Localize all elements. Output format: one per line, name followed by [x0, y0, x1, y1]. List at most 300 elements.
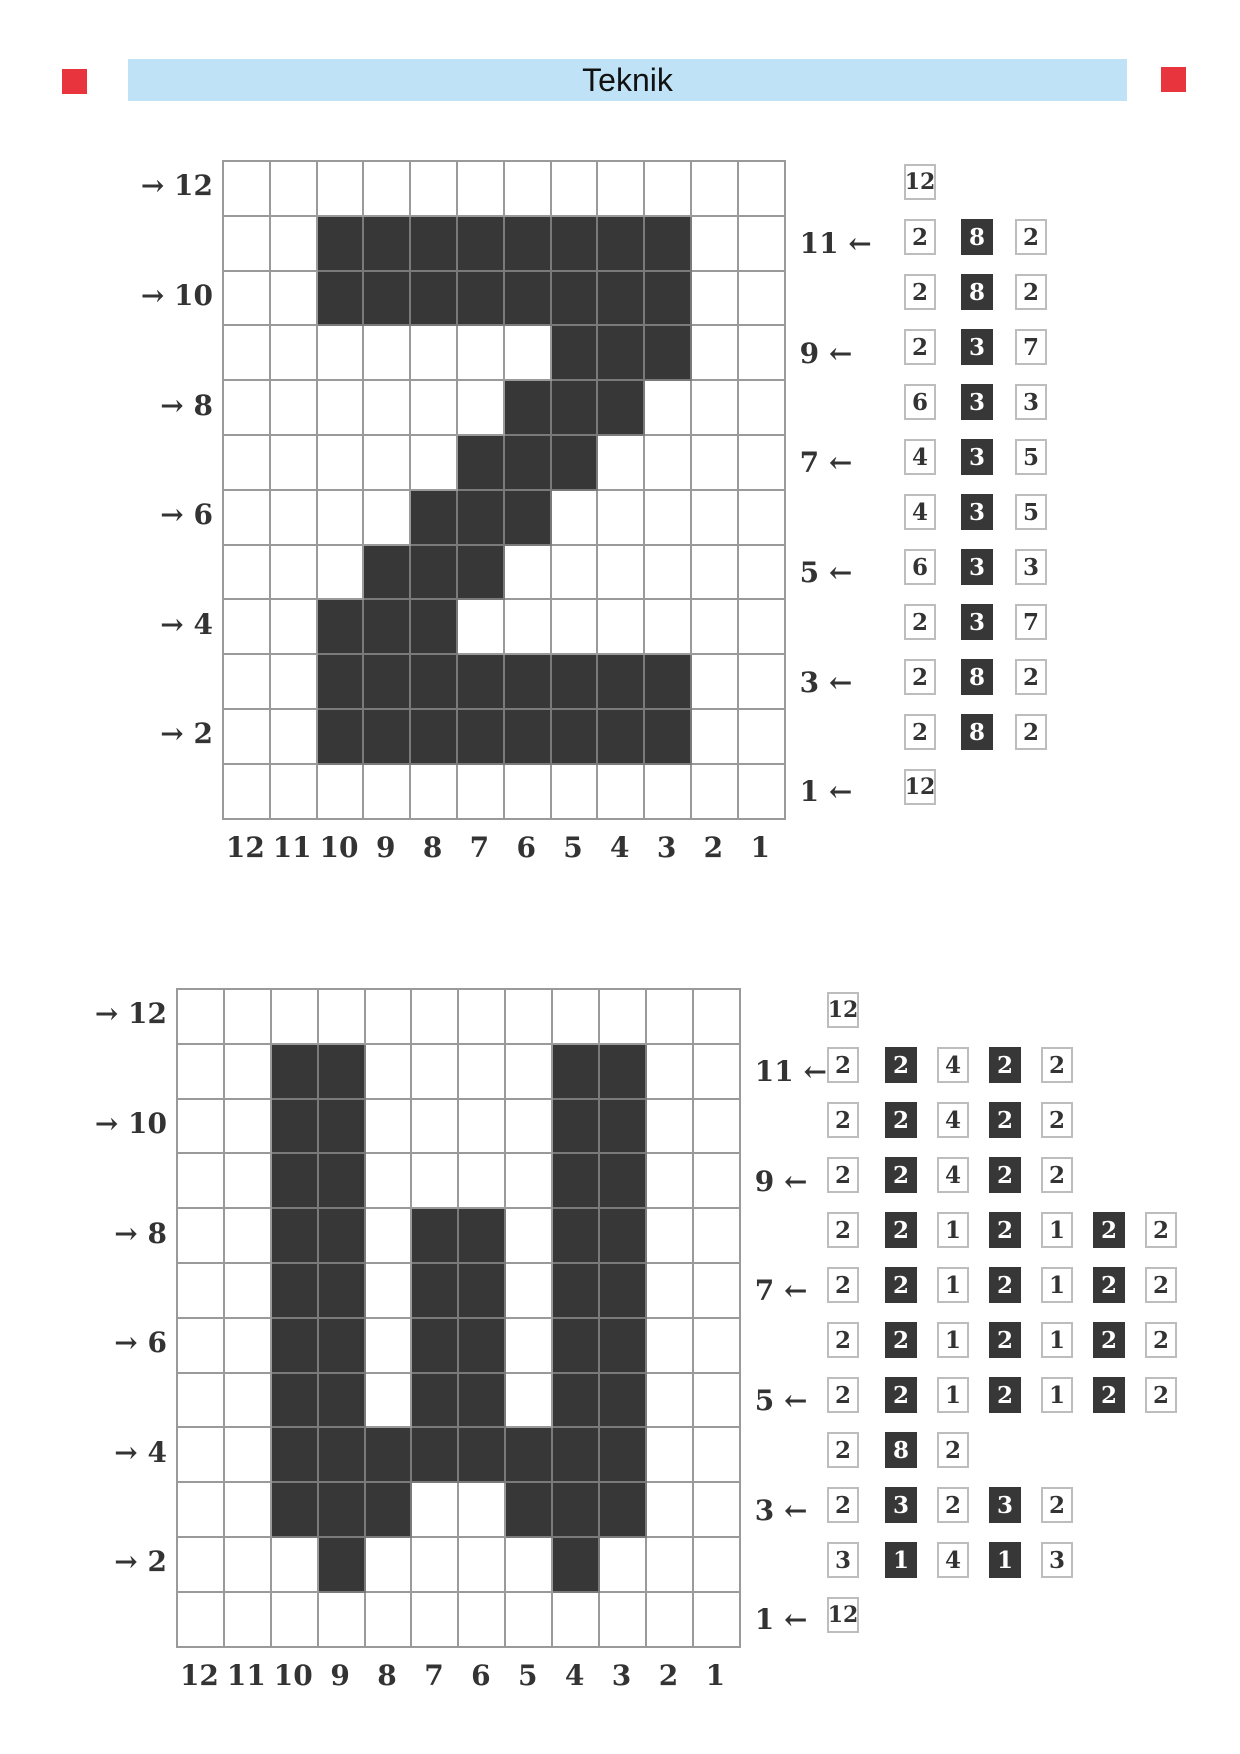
- filled-cell: [505, 491, 552, 546]
- empty-cell: [506, 990, 553, 1045]
- count-box-dark: 2: [1093, 1212, 1125, 1248]
- empty-cell: [694, 1538, 741, 1593]
- count-box-dark: 8: [961, 659, 993, 695]
- empty-cell: [366, 1100, 413, 1155]
- filled-cell: [645, 326, 692, 381]
- count-box-light: 12: [904, 769, 936, 805]
- empty-cell: [225, 1374, 272, 1429]
- empty-cell: [645, 546, 692, 601]
- empty-cell: [224, 491, 271, 546]
- filled-cell: [600, 1045, 647, 1100]
- filled-cell: [598, 655, 645, 710]
- filled-cell: [458, 436, 505, 491]
- empty-cell: [224, 326, 271, 381]
- filled-cell: [411, 272, 458, 327]
- empty-cell: [600, 1538, 647, 1593]
- empty-cell: [412, 1593, 459, 1648]
- empty-cell: [692, 326, 739, 381]
- empty-cell: [319, 990, 366, 1045]
- count-box-light: 1: [937, 1212, 969, 1248]
- empty-cell: [458, 162, 505, 217]
- empty-cell: [505, 326, 552, 381]
- column-label: 7: [424, 1658, 444, 1692]
- empty-cell: [692, 217, 739, 272]
- empty-cell: [271, 436, 318, 491]
- filled-cell: [412, 1428, 459, 1483]
- empty-cell: [178, 1264, 225, 1319]
- empty-cell: [225, 1319, 272, 1374]
- empty-cell: [412, 990, 459, 1045]
- empty-cell: [225, 1100, 272, 1155]
- count-box-dark: 3: [961, 329, 993, 365]
- empty-cell: [506, 1319, 553, 1374]
- count-box-dark: 2: [989, 1102, 1021, 1138]
- empty-cell: [458, 381, 505, 436]
- empty-cell: [694, 1154, 741, 1209]
- filled-cell: [645, 272, 692, 327]
- count-box-light: 2: [827, 1047, 859, 1083]
- empty-cell: [318, 381, 365, 436]
- empty-cell: [552, 162, 599, 217]
- filled-cell: [458, 655, 505, 710]
- filled-cell: [319, 1264, 366, 1319]
- empty-cell: [364, 162, 411, 217]
- empty-cell: [318, 162, 365, 217]
- red-square-left: [62, 69, 87, 94]
- empty-cell: [364, 381, 411, 436]
- empty-cell: [739, 162, 786, 217]
- empty-cell: [225, 1483, 272, 1538]
- count-box-light: 4: [937, 1157, 969, 1193]
- empty-cell: [271, 381, 318, 436]
- count-box-light: 1: [937, 1322, 969, 1358]
- filled-cell: [553, 1483, 600, 1538]
- empty-cell: [272, 1538, 319, 1593]
- empty-cell: [647, 1154, 694, 1209]
- filled-cell: [272, 1154, 319, 1209]
- filled-cell: [600, 1100, 647, 1155]
- row-label-left: → 6: [114, 1326, 167, 1360]
- count-box-dark: 2: [1093, 1322, 1125, 1358]
- count-box-dark: 8: [885, 1432, 917, 1468]
- column-label: 6: [471, 1658, 491, 1692]
- row-label-right: 11 ←: [799, 227, 872, 261]
- empty-cell: [694, 1483, 741, 1538]
- empty-cell: [694, 1209, 741, 1264]
- empty-cell: [647, 1045, 694, 1100]
- column-label: 10: [319, 830, 359, 864]
- empty-cell: [692, 655, 739, 710]
- filled-cell: [600, 1483, 647, 1538]
- empty-cell: [598, 765, 645, 820]
- empty-cell: [645, 381, 692, 436]
- count-box-light: 2: [827, 1267, 859, 1303]
- empty-cell: [553, 990, 600, 1045]
- filled-cell: [505, 710, 552, 765]
- empty-cell: [645, 436, 692, 491]
- filled-cell: [458, 710, 505, 765]
- filled-cell: [505, 217, 552, 272]
- column-label: 6: [516, 830, 536, 864]
- empty-cell: [178, 1154, 225, 1209]
- filled-cell: [598, 381, 645, 436]
- filled-cell: [319, 1483, 366, 1538]
- empty-cell: [318, 491, 365, 546]
- filled-cell: [553, 1209, 600, 1264]
- empty-cell: [739, 217, 786, 272]
- empty-cell: [694, 1264, 741, 1319]
- empty-cell: [364, 436, 411, 491]
- filled-cell: [459, 1428, 506, 1483]
- page-title: Teknik: [128, 59, 1127, 101]
- empty-cell: [694, 1045, 741, 1100]
- empty-cell: [739, 710, 786, 765]
- empty-cell: [271, 217, 318, 272]
- row-label-left: → 12: [94, 997, 167, 1031]
- empty-cell: [412, 1154, 459, 1209]
- empty-cell: [366, 1593, 413, 1648]
- empty-cell: [459, 1538, 506, 1593]
- empty-cell: [739, 655, 786, 710]
- filled-cell: [411, 217, 458, 272]
- row-label-left: → 4: [114, 1435, 167, 1469]
- empty-cell: [692, 436, 739, 491]
- filled-cell: [505, 381, 552, 436]
- count-box-light: 3: [1015, 384, 1047, 420]
- filled-cell: [272, 1319, 319, 1374]
- count-box-light: 2: [904, 604, 936, 640]
- filled-cell: [272, 1264, 319, 1319]
- empty-cell: [506, 1374, 553, 1429]
- empty-cell: [271, 546, 318, 601]
- filled-cell: [553, 1538, 600, 1593]
- filled-cell: [506, 1483, 553, 1538]
- column-label: 1: [705, 1658, 726, 1692]
- empty-cell: [178, 1483, 225, 1538]
- count-box-dark: 1: [885, 1542, 917, 1578]
- empty-cell: [506, 1538, 553, 1593]
- empty-cell: [692, 546, 739, 601]
- count-box-light: 2: [827, 1212, 859, 1248]
- count-box-light: 2: [1015, 659, 1047, 695]
- empty-cell: [459, 1154, 506, 1209]
- count-box-dark: 3: [885, 1487, 917, 1523]
- empty-cell: [225, 1154, 272, 1209]
- filled-cell: [553, 1374, 600, 1429]
- filled-cell: [552, 381, 599, 436]
- empty-cell: [366, 1045, 413, 1100]
- empty-cell: [412, 1483, 459, 1538]
- empty-cell: [271, 765, 318, 820]
- count-box-light: 1: [937, 1267, 969, 1303]
- count-box-light: 2: [1015, 714, 1047, 750]
- count-box-dark: 2: [989, 1322, 1021, 1358]
- row-label-left: → 4: [160, 607, 213, 641]
- column-label: 2: [658, 1658, 679, 1692]
- filled-cell: [645, 217, 692, 272]
- count-box-light: 12: [904, 164, 936, 200]
- empty-cell: [598, 491, 645, 546]
- count-box-dark: 2: [989, 1212, 1021, 1248]
- filled-cell: [600, 1264, 647, 1319]
- column-label: 4: [610, 830, 630, 864]
- empty-cell: [692, 272, 739, 327]
- filled-cell: [459, 1374, 506, 1429]
- empty-cell: [318, 765, 365, 820]
- count-box-dark: 2: [885, 1322, 917, 1358]
- filled-cell: [600, 1428, 647, 1483]
- filled-cell: [319, 1154, 366, 1209]
- column-label: 9: [330, 1658, 350, 1692]
- empty-cell: [178, 1045, 225, 1100]
- count-box-light: 12: [827, 992, 859, 1028]
- empty-cell: [271, 162, 318, 217]
- empty-cell: [225, 1428, 272, 1483]
- count-box-light: 2: [827, 1487, 859, 1523]
- filled-cell: [411, 491, 458, 546]
- empty-cell: [224, 217, 271, 272]
- empty-cell: [178, 1538, 225, 1593]
- row-label-right: 7 ←: [799, 446, 853, 480]
- column-label: 7: [469, 830, 490, 864]
- row-label-left: → 10: [94, 1107, 167, 1140]
- empty-cell: [506, 1264, 553, 1319]
- empty-cell: [459, 1045, 506, 1100]
- empty-cell: [645, 600, 692, 655]
- filled-cell: [552, 655, 599, 710]
- filled-cell: [553, 1428, 600, 1483]
- empty-cell: [459, 990, 506, 1045]
- count-box-dark: 2: [885, 1102, 917, 1138]
- count-box-dark: 3: [961, 439, 993, 475]
- empty-cell: [694, 1100, 741, 1155]
- empty-cell: [505, 600, 552, 655]
- empty-cell: [225, 1264, 272, 1319]
- filled-cell: [458, 491, 505, 546]
- empty-cell: [600, 990, 647, 1045]
- filled-cell: [319, 1045, 366, 1100]
- filled-cell: [411, 546, 458, 601]
- count-box-light: 4: [937, 1102, 969, 1138]
- count-box-light: 2: [1145, 1212, 1177, 1248]
- filled-cell: [459, 1264, 506, 1319]
- filled-cell: [598, 217, 645, 272]
- count-box-dark: 2: [885, 1377, 917, 1413]
- empty-cell: [366, 1319, 413, 1374]
- filled-cell: [552, 217, 599, 272]
- filled-cell: [598, 710, 645, 765]
- count-box-light: 1: [1041, 1377, 1073, 1413]
- letter-z-grid: [222, 160, 786, 820]
- count-box-dark: 3: [961, 494, 993, 530]
- filled-cell: [412, 1374, 459, 1429]
- filled-cell: [553, 1154, 600, 1209]
- count-box-light: 7: [1015, 604, 1047, 640]
- filled-cell: [552, 326, 599, 381]
- empty-cell: [739, 546, 786, 601]
- count-box-light: 1: [1041, 1267, 1073, 1303]
- filled-cell: [272, 1045, 319, 1100]
- row-label-right: 9 ←: [754, 1164, 808, 1198]
- filled-cell: [318, 217, 365, 272]
- empty-cell: [647, 1483, 694, 1538]
- count-box-dark: 2: [1093, 1267, 1125, 1303]
- empty-cell: [694, 990, 741, 1045]
- count-box-dark: 2: [989, 1047, 1021, 1083]
- count-box-light: 2: [1145, 1267, 1177, 1303]
- empty-cell: [225, 1538, 272, 1593]
- empty-cell: [178, 1100, 225, 1155]
- empty-cell: [459, 1593, 506, 1648]
- filled-cell: [319, 1100, 366, 1155]
- filled-cell: [552, 710, 599, 765]
- count-box-light: 3: [1015, 549, 1047, 585]
- empty-cell: [458, 600, 505, 655]
- filled-cell: [600, 1319, 647, 1374]
- empty-cell: [364, 765, 411, 820]
- filled-cell: [553, 1100, 600, 1155]
- count-box-light: 2: [904, 714, 936, 750]
- column-label: 8: [422, 830, 443, 864]
- filled-cell: [553, 1045, 600, 1100]
- row-label-left: → 8: [160, 388, 213, 422]
- row-label-right: 1 ←: [799, 775, 853, 809]
- empty-cell: [692, 491, 739, 546]
- empty-cell: [271, 491, 318, 546]
- empty-cell: [225, 1045, 272, 1100]
- count-box-dark: 2: [989, 1267, 1021, 1303]
- empty-cell: [692, 600, 739, 655]
- filled-cell: [319, 1319, 366, 1374]
- count-box-light: 2: [904, 659, 936, 695]
- empty-cell: [739, 381, 786, 436]
- empty-cell: [224, 381, 271, 436]
- filled-cell: [272, 1209, 319, 1264]
- empty-cell: [739, 436, 786, 491]
- empty-cell: [224, 436, 271, 491]
- empty-cell: [553, 1593, 600, 1648]
- row-label-right: 5 ←: [754, 1384, 808, 1417]
- count-box-light: 4: [937, 1047, 969, 1083]
- filled-cell: [458, 272, 505, 327]
- empty-cell: [739, 326, 786, 381]
- filled-cell: [553, 1319, 600, 1374]
- count-box-light: 2: [1041, 1157, 1073, 1193]
- count-box-dark: 3: [961, 384, 993, 420]
- filled-cell: [505, 436, 552, 491]
- count-box-light: 4: [904, 494, 936, 530]
- filled-cell: [319, 1428, 366, 1483]
- empty-cell: [318, 436, 365, 491]
- empty-cell: [694, 1374, 741, 1429]
- column-label: 1: [750, 830, 770, 864]
- empty-cell: [225, 1593, 272, 1648]
- empty-cell: [178, 990, 225, 1045]
- count-box-light: 3: [827, 1542, 859, 1578]
- empty-cell: [598, 436, 645, 491]
- empty-cell: [178, 1209, 225, 1264]
- empty-cell: [647, 1538, 694, 1593]
- count-box-dark: 2: [885, 1157, 917, 1193]
- filled-cell: [412, 1209, 459, 1264]
- row-label-left: → 2: [114, 1545, 167, 1579]
- empty-cell: [692, 765, 739, 820]
- empty-cell: [366, 1209, 413, 1264]
- empty-cell: [647, 1428, 694, 1483]
- column-label: 9: [376, 830, 396, 864]
- column-label: 10: [273, 1658, 313, 1692]
- filled-cell: [598, 326, 645, 381]
- empty-cell: [739, 491, 786, 546]
- count-box-light: 5: [1015, 439, 1047, 475]
- row-label-right: 9 ←: [799, 336, 853, 370]
- filled-cell: [318, 272, 365, 327]
- column-label: 3: [611, 1658, 632, 1692]
- filled-cell: [552, 436, 599, 491]
- empty-cell: [645, 491, 692, 546]
- column-label: 12: [225, 830, 265, 864]
- filled-cell: [411, 710, 458, 765]
- empty-cell: [366, 1154, 413, 1209]
- count-box-light: 2: [827, 1377, 859, 1413]
- empty-cell: [366, 1374, 413, 1429]
- empty-cell: [694, 1428, 741, 1483]
- column-label: 11: [226, 1658, 266, 1692]
- column-label: 11: [272, 830, 312, 864]
- empty-cell: [224, 600, 271, 655]
- filled-cell: [364, 655, 411, 710]
- empty-cell: [319, 1593, 366, 1648]
- empty-cell: [505, 765, 552, 820]
- count-box-dark: 3: [961, 549, 993, 585]
- row-label-right: 3 ←: [754, 1493, 808, 1527]
- count-box-light: 2: [1041, 1102, 1073, 1138]
- empty-cell: [647, 1264, 694, 1319]
- count-box-light: 1: [1041, 1322, 1073, 1358]
- empty-cell: [366, 1538, 413, 1593]
- empty-cell: [178, 1428, 225, 1483]
- count-box-light: 12: [827, 1597, 859, 1633]
- empty-cell: [412, 1045, 459, 1100]
- empty-cell: [271, 272, 318, 327]
- empty-cell: [598, 546, 645, 601]
- filled-cell: [506, 1428, 553, 1483]
- filled-cell: [600, 1154, 647, 1209]
- empty-cell: [739, 272, 786, 327]
- empty-cell: [459, 1100, 506, 1155]
- empty-cell: [506, 1209, 553, 1264]
- filled-cell: [600, 1209, 647, 1264]
- empty-cell: [505, 546, 552, 601]
- row-label-right: 11 ←: [754, 1055, 827, 1089]
- filled-cell: [319, 1538, 366, 1593]
- empty-cell: [692, 381, 739, 436]
- empty-cell: [225, 1209, 272, 1264]
- filled-cell: [364, 217, 411, 272]
- empty-cell: [647, 1319, 694, 1374]
- count-box-light: 2: [827, 1322, 859, 1358]
- empty-cell: [647, 1374, 694, 1429]
- filled-cell: [364, 600, 411, 655]
- empty-cell: [271, 600, 318, 655]
- column-label: 5: [563, 830, 583, 864]
- count-box-light: 2: [904, 274, 936, 310]
- empty-cell: [224, 546, 271, 601]
- column-label: 8: [377, 1658, 397, 1692]
- row-label-left: → 12: [140, 169, 213, 203]
- count-box-light: 2: [827, 1102, 859, 1138]
- empty-cell: [600, 1593, 647, 1648]
